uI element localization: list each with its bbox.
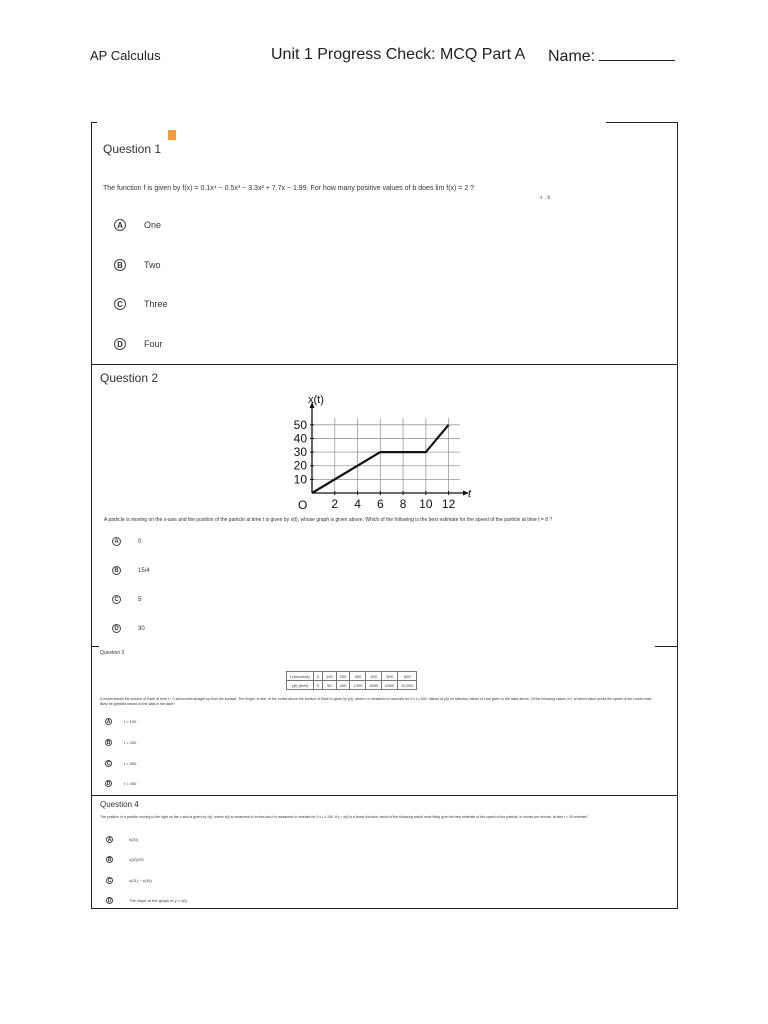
table-cell: 400 <box>366 672 382 681</box>
choice-c[interactable] <box>106 877 152 884</box>
choice-text: t = 200 <box>124 740 137 745</box>
x-axis-label: t <box>468 488 472 500</box>
table-row-header: y(t) (feet) <box>287 681 314 690</box>
table-cell: 3000 <box>366 681 382 690</box>
table-cell: 400 <box>336 681 350 690</box>
choice-d[interactable] <box>105 780 136 787</box>
choice-a[interactable] <box>112 537 141 546</box>
frame-right <box>677 122 678 908</box>
table-cell: 0 <box>313 681 322 690</box>
table-cell: 1300 <box>350 681 366 690</box>
divider-q2-q3-left <box>91 646 99 647</box>
choice-d[interactable] <box>106 897 187 904</box>
choice-letter: A <box>106 718 111 725</box>
table-cell: 6250 <box>382 681 398 690</box>
choice-text: Four <box>144 339 163 349</box>
choice-c[interactable] <box>114 298 168 310</box>
table-row <box>287 681 417 690</box>
choice-letter: B <box>106 739 111 746</box>
table-cell: 300 <box>350 672 366 681</box>
choice-text: One <box>144 220 162 230</box>
choice-letter: B <box>112 566 121 575</box>
table-row-header: t (seconds) <box>287 672 314 681</box>
choice-letter: C <box>107 877 112 884</box>
y-tick-label: 30 <box>293 445 307 460</box>
choice-d[interactable] <box>112 624 145 633</box>
choice-a[interactable] <box>105 718 136 725</box>
x-tick-label: 10 <box>419 497 433 511</box>
course-label: AP Calculus <box>90 48 161 63</box>
x-tick-label: 6 <box>376 497 384 511</box>
y-axis-label: x(t) <box>308 394 324 406</box>
choice-a[interactable] <box>106 836 138 843</box>
choice-b[interactable] <box>112 566 150 575</box>
name-label: Name: <box>548 48 596 65</box>
divider-q3-q4 <box>91 795 678 796</box>
y-tick-label: 10 <box>293 472 307 487</box>
name-field <box>548 46 675 66</box>
choice-text: t = 300 <box>124 761 137 766</box>
choice-letter: A <box>112 537 121 546</box>
choice-text: Two <box>144 260 161 270</box>
position-graph <box>280 390 480 515</box>
page-title: Unit 1 Progress Check: MCQ Part A <box>271 46 526 63</box>
origin-label: O <box>298 498 308 512</box>
choice-letter: B <box>114 259 126 271</box>
choice-c[interactable] <box>112 595 141 604</box>
question-2-text: A particle is moving on the x-axis and the position of the particle at time t is given by x(t), whose graph is given above. Which of the following is the best estimate for the speed of the particle at time t = 8 ? <box>104 517 553 523</box>
frame-bottom <box>91 908 678 909</box>
choice-text: x(20) <box>129 837 139 842</box>
y-tick-label: 50 <box>293 417 307 432</box>
choice-text: 15/4 <box>138 567 150 574</box>
choice-b[interactable] <box>114 259 161 271</box>
y-tick-label: 40 <box>293 431 307 446</box>
table-cell: 600 <box>398 672 417 681</box>
table-cell: 200 <box>336 672 350 681</box>
question-4-text: The position of a particle moving to the right on the x-axis is given by x(t), where x(t) is measured in inches and t is measured in minutes for 0 ≤ t ≤ 100. If y = x(t) is a linear function, which of the following would most likely give the best estimate of the speed of the particle, in inches per minute, at time t = 20 minutes? <box>100 815 589 819</box>
choice-d[interactable] <box>114 338 163 350</box>
choice-letter: C <box>114 298 126 310</box>
question-4-title: Question 4 <box>100 800 139 809</box>
choice-text: 30 <box>138 625 145 632</box>
divider-q1-q2 <box>91 364 678 365</box>
table-cell: 100 <box>323 672 337 681</box>
frame-top-right <box>606 122 678 123</box>
choice-a[interactable] <box>114 219 161 231</box>
question-3-title: Question 3 <box>100 650 125 656</box>
choice-text: x(20)/20 <box>129 857 144 862</box>
choice-letter: A <box>114 219 126 231</box>
rocket-data-table <box>286 671 417 690</box>
calculator-icon <box>168 130 176 140</box>
choice-text: Three <box>144 299 168 309</box>
question-2-title: Question 2 <box>100 371 159 385</box>
limit-subscript: x→b <box>540 195 551 201</box>
choice-letter: D <box>114 338 126 350</box>
choice-text: x(21) − x(19) <box>129 878 152 883</box>
divider-q2-q3-right <box>655 646 678 647</box>
choice-text: The slope of the graph of y = x(t) <box>129 898 187 903</box>
x-tick-label: 12 <box>441 497 456 511</box>
table-cell: 50 <box>323 681 337 690</box>
frame-left <box>91 122 92 908</box>
table-cell: 10,000 <box>398 681 417 690</box>
table-row <box>287 672 417 681</box>
question-3-text: A rocket leaves the surface of Earth at time t = 0 and travels straight up from the surface. The height, in feet, of the rocket above the surface of Earth is given by y(t), where t is measured in seconds for 0 ≤ t ≤ 600. Values of y(t) for selected values of t are given in the table above. Of the following values of t, at which value would the speed of the rocket most likely be greatest based on the data in the table? <box>100 697 652 706</box>
choice-text: 5 <box>138 596 142 603</box>
choice-letter: C <box>106 760 111 767</box>
x-tick-label: 8 <box>399 497 407 511</box>
x-tick-label: 4 <box>354 497 361 511</box>
choice-b[interactable] <box>106 856 144 863</box>
choice-letter: C <box>112 595 121 604</box>
question-1-text: The function f is given by f(x) = 0.1x⁴ − 0.5x³ − 3.3x² + 7.7x − 1.99. For how many positive values of b does lim f(x) = 2 ? <box>103 185 475 192</box>
choice-text: t = 400 <box>124 781 137 786</box>
choice-letter: A <box>107 836 112 843</box>
choice-b[interactable] <box>105 739 136 746</box>
choice-c[interactable] <box>105 760 136 767</box>
table-cell: 500 <box>382 672 398 681</box>
question-1-title: Question 1 <box>103 142 162 156</box>
x-tick-label: 2 <box>331 497 339 511</box>
choice-letter: D <box>107 897 112 904</box>
table-cell: 0 <box>313 672 322 681</box>
choice-letter: B <box>107 856 112 863</box>
choice-text: 0 <box>138 538 142 545</box>
y-tick-label: 20 <box>293 458 307 473</box>
choice-letter: D <box>112 624 121 633</box>
choice-text: t = 100 <box>124 719 137 724</box>
name-blank-line <box>599 46 675 61</box>
choice-letter: D <box>106 780 111 787</box>
